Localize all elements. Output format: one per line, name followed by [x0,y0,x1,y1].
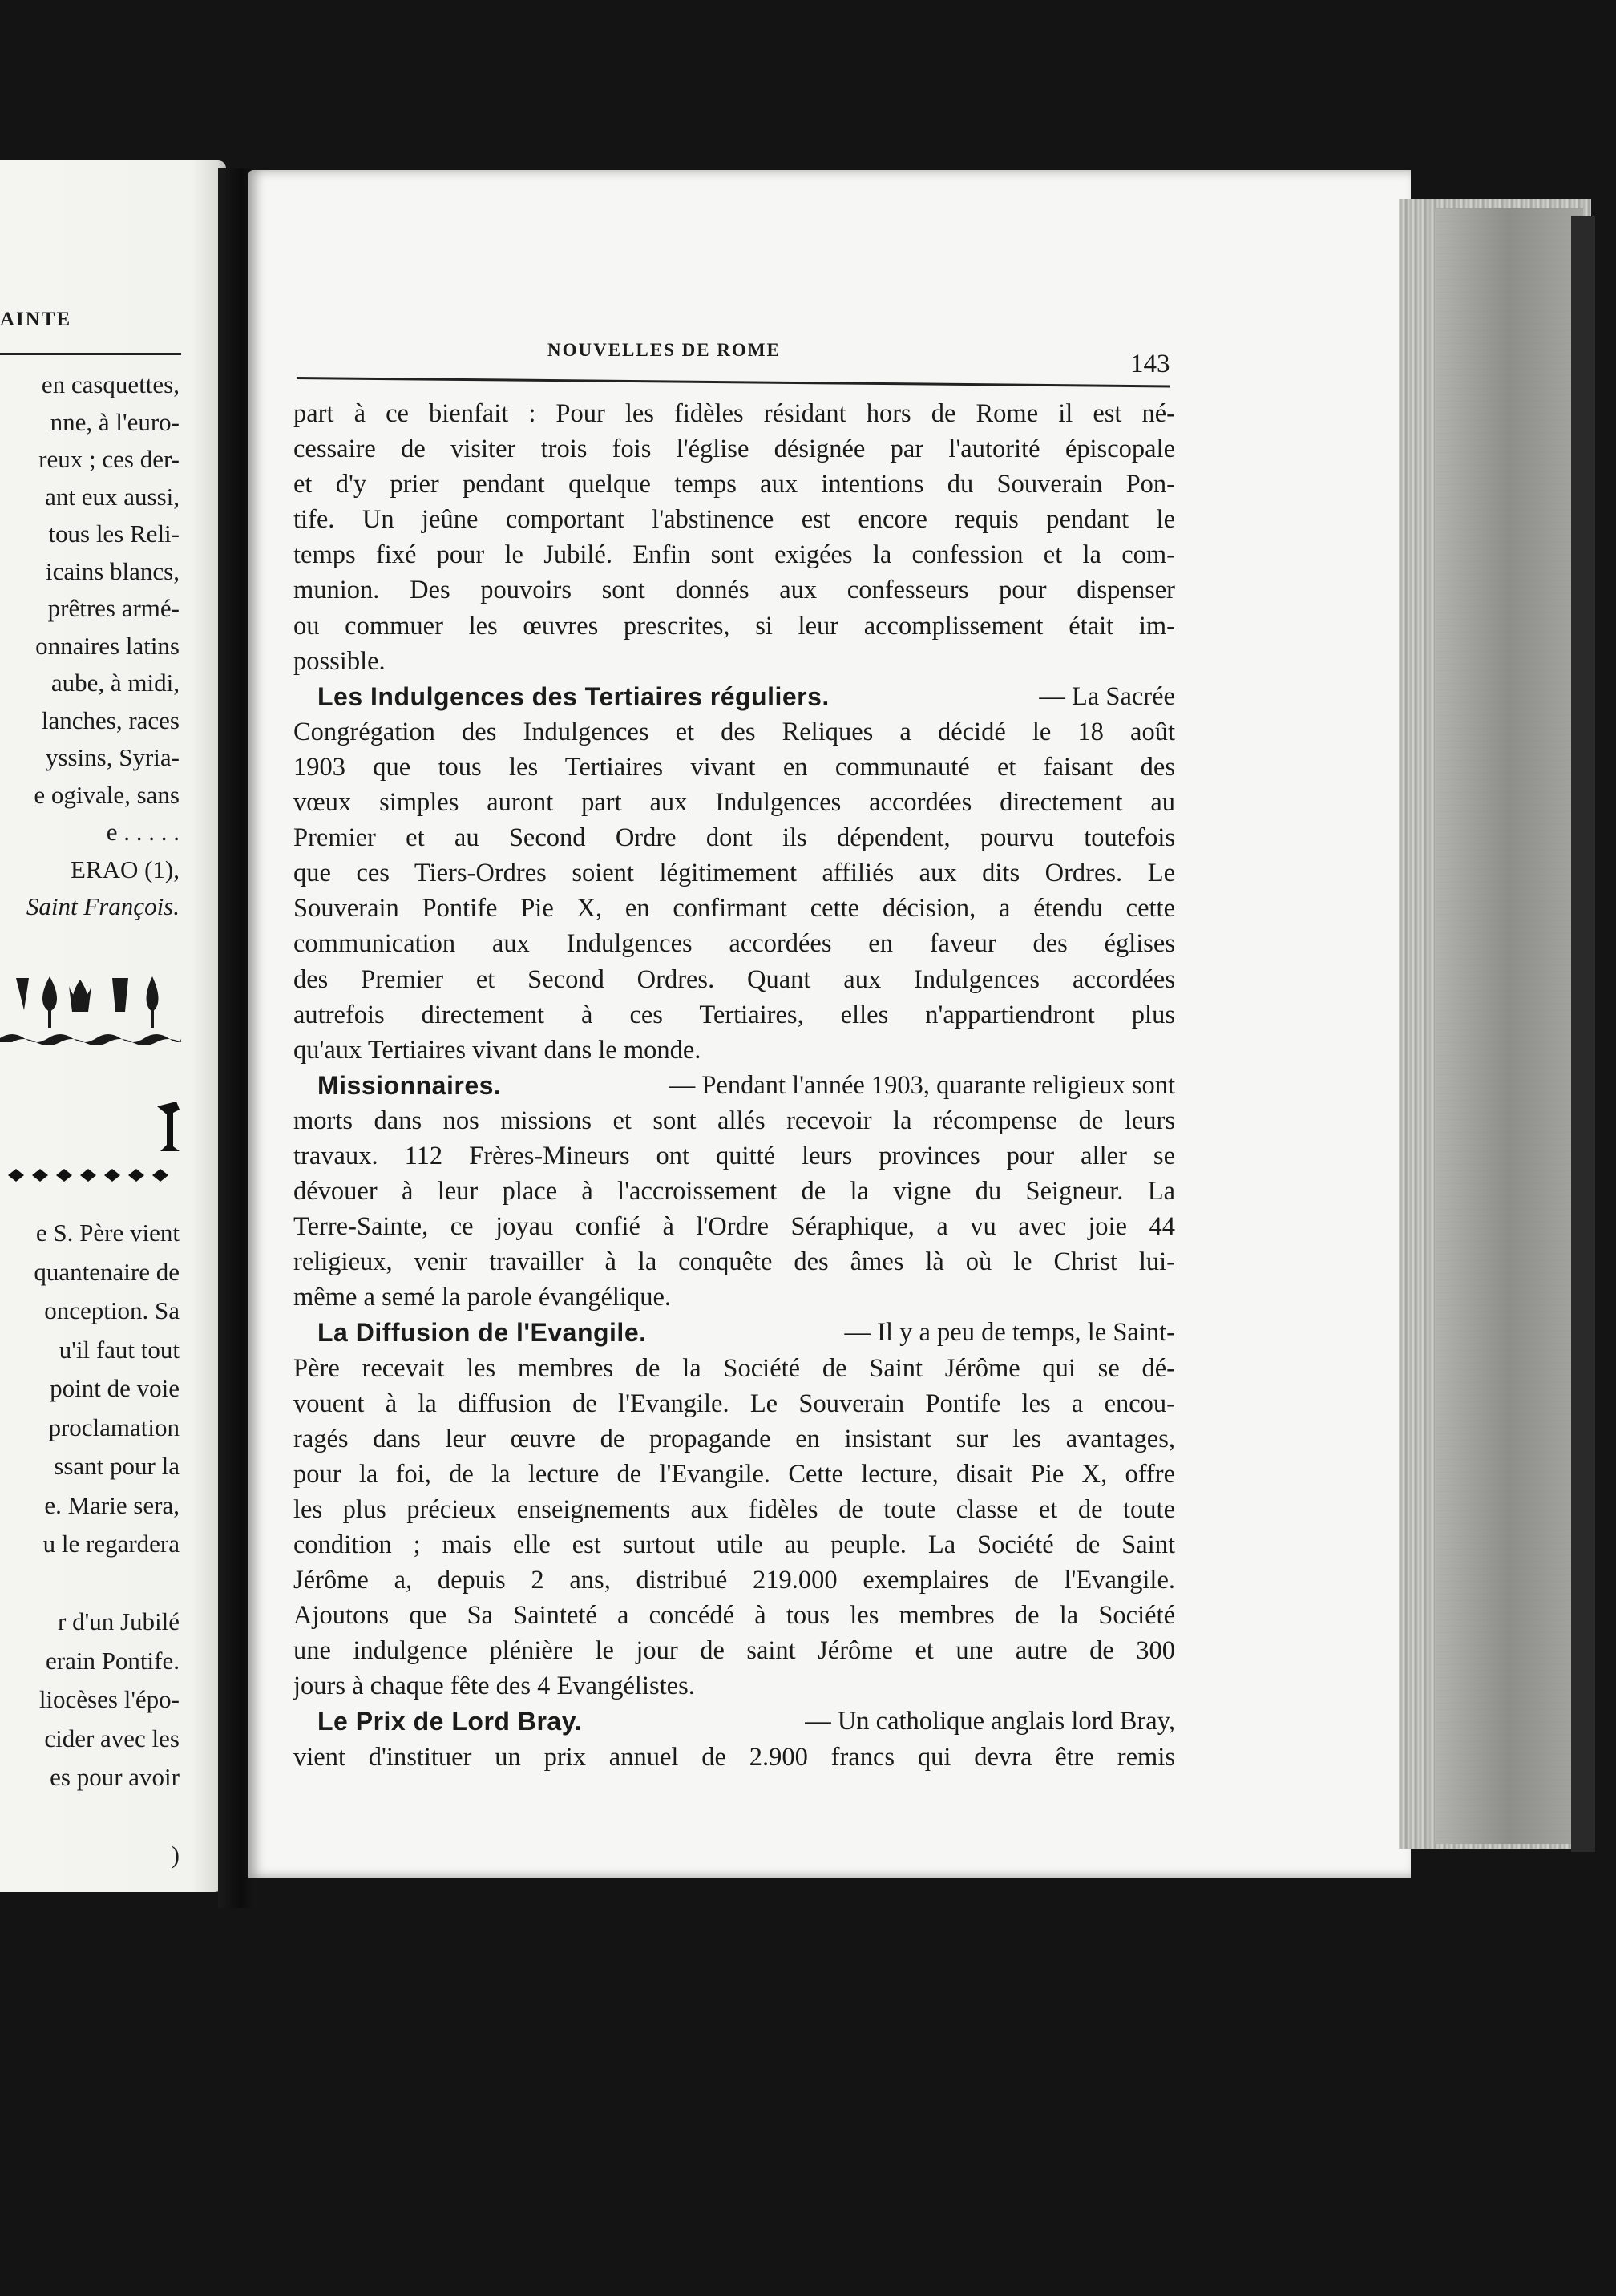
section-first-line [293,1704,1175,1739]
left-page-line: point de voie [50,1374,180,1402]
text-line: possible. [293,646,386,676]
section-heading: Missionnaires. [317,1070,502,1100]
left-page-line: ssant pour la [54,1452,180,1480]
left-page-line: es pour avoir [50,1763,180,1791]
text-line: jours à chaque fête des 4 Evangélistes. [293,1671,695,1701]
text-line: même a semé la parole évangélique. [293,1283,672,1312]
section-heading: Les Indulgences des Tertiaires réguliers. [317,681,830,711]
ornament-stars-row [0,1166,181,1184]
text-line: morts dans nos missions et sont allés recevoir la récompense de leurs [293,1106,1175,1135]
section-heading-rest: — Pendant l'année 1903, quarante religieux sont [669,1070,1175,1100]
left-page-line: ant eux aussi, [45,482,180,511]
left-page-line: aube, à midi, [50,669,180,697]
text-line: les plus précieux enseignements aux fidèles de toute classe et de toute [293,1494,1175,1524]
left-page-header: AINTE [0,309,72,330]
text-line: une indulgence plénière le jour de saint Jérôme et une autre de 300 [293,1636,1175,1666]
left-page-line: onnaires latins [35,631,180,660]
text-line: travaux. 112 Frères-Mineurs ont quitté leurs provinces pour aller se [293,1141,1175,1170]
text-line: vouent à la diffusion de l'Evangile. Le Souverain Pontife les a encou- [293,1389,1175,1418]
text-line: Congrégation des Indulgences et des Reliques a décidé le 18 août [293,717,1175,746]
left-page-line: tous les Reli- [48,519,180,548]
left-page-line: e S. Père vient [35,1219,180,1247]
gothic-letter-icon [152,1098,184,1154]
left-page-line: e . . . . . [106,818,180,846]
left-page-line: nne, à l'euro- [50,407,180,436]
section-first-line [293,1068,1175,1103]
left-page-line: u le regardera [42,1530,180,1558]
text-line: cessaire de visiter trois fois l'église désignée par l'autorité épiscopale [293,435,1175,464]
left-page-line: quantenaire de [34,1257,180,1286]
left-page [0,160,226,1892]
left-page-line: prêtres armé- [47,594,180,622]
left-page-line: yssins, Syria- [45,743,180,771]
left-page-line: icains blancs, [45,556,180,585]
left-page-line: e ogivale, sans [34,780,180,809]
text-line: communication aux Indulgences accordées en faveur des églises [293,929,1175,959]
section-heading-rest: — Un catholique anglais lord Bray, [805,1707,1175,1736]
text-line: pour la foi, de la lecture de l'Evangile. Cette lecture, disait Pie X, offre [293,1459,1175,1489]
text-line: Jérôme a, depuis 2 ans, distribué 219.000 exemplaires de l'Evangile. [293,1566,1175,1595]
section-heading: La Diffusion de l'Evangile. [317,1318,647,1348]
text-line: munion. Des pouvoirs sont donnés aux confesseurs pour dispenser [293,576,1175,605]
left-page-line: u'il faut tout [59,1335,180,1364]
text-line: qu'aux Tertiaires vivant dans le monde. [293,1035,701,1065]
text-line: Souverain Pontife Pie X, en confirmant cette décision, a étendu cette [293,894,1175,924]
section-first-line [293,679,1175,714]
left-page-line: e. Marie sera, [44,1490,180,1519]
text-line: Ajoutons que Sa Sainteté a concédé à tous les membres de la Société [293,1601,1175,1631]
left-page-line: reux ; ces der- [38,445,180,473]
text-line: tife. Un jeûne comportant l'abstinence est encore requis pendant le [293,505,1175,535]
left-page-line: r d'un Jubilé [58,1607,180,1635]
left-page-rule [0,353,181,355]
section-heading: Le Prix de Lord Bray. [317,1707,582,1736]
book-cover-edge [1571,216,1595,1852]
left-page-line: ERAO (1), [70,855,180,883]
section-heading-rest: — La Sacrée [1039,681,1175,711]
text-line: ragés dans leur œuvre de propagande en insistant sur les avantages, [293,1424,1175,1453]
text-line: Premier et au Second Ordre dont ils dépendent, pourvu toutefois [293,823,1175,853]
text-line: condition ; mais elle est surtout utile au peuple. La Société de Saint [293,1530,1175,1559]
text-line: Terre-Sainte, ce joyau confié à l'Ordre Séraphique, a vu avec joie 44 [293,1212,1175,1242]
left-page-line: lanches, races [41,705,180,734]
text-line: dévouer à leur place à l'accroissement de la vigne du Seigneur. La [293,1177,1175,1207]
text-line: Père recevait les membres de la Société de Saint Jérôme qui se dé- [293,1353,1175,1383]
left-page-line: Saint François. [26,892,180,920]
running-head: NOUVELLES DE ROME [547,340,781,360]
text-line: 1903 que tous les Tertiaires vivant en communauté et faisant des [293,752,1175,782]
text-line: vient d'instituer un prix annuel de 2.900 francs qui devra être remis [293,1742,1175,1772]
page-number: 143 [1130,350,1170,378]
left-page-line: liocèses l'épo- [38,1685,180,1713]
left-page-line: ) [171,1841,180,1869]
text-line: des Premier et Second Ordres. Quant aux Indulgences accordées [293,964,1175,994]
article-body [293,396,1175,1775]
left-page-line: proclamation [48,1413,180,1441]
left-page-line: erain Pontife. [45,1646,180,1675]
text-line: autrefois directement à ces Tertiaires, elles n'appartiendront plus [293,1000,1175,1029]
section-heading-rest: — Il y a peu de temps, le Saint- [844,1318,1175,1348]
text-line: que ces Tiers-Ordres soient légitimement affiliés aux dits Ordres. Le [293,859,1175,888]
book-page-edges-shade [1435,208,1583,1844]
left-page-line: onception. Sa [44,1296,180,1324]
left-page-line: en casquettes, [41,370,180,398]
text-line: ou commuer les œuvres prescrites, si leur accomplissement était im- [293,611,1175,641]
left-page-line: cider avec les [44,1724,180,1752]
text-line: part à ce bienfait : Pour les fidèles résidant hors de Rome il est né- [293,399,1175,428]
section-first-line [293,1315,1175,1350]
ornament-band [0,962,181,1090]
text-line: et d'y prier pendant quelque temps aux intentions du Souverain Pon- [293,470,1175,499]
text-line: religieux, venir travailler à la conquête des âmes là où le Christ lui- [293,1247,1175,1277]
text-line: vœux simples auront part aux Indulgences accordées directement au [293,788,1175,818]
text-line: temps fixé pour le Jubilé. Enfin sont exigées la confession et la com- [293,540,1175,570]
